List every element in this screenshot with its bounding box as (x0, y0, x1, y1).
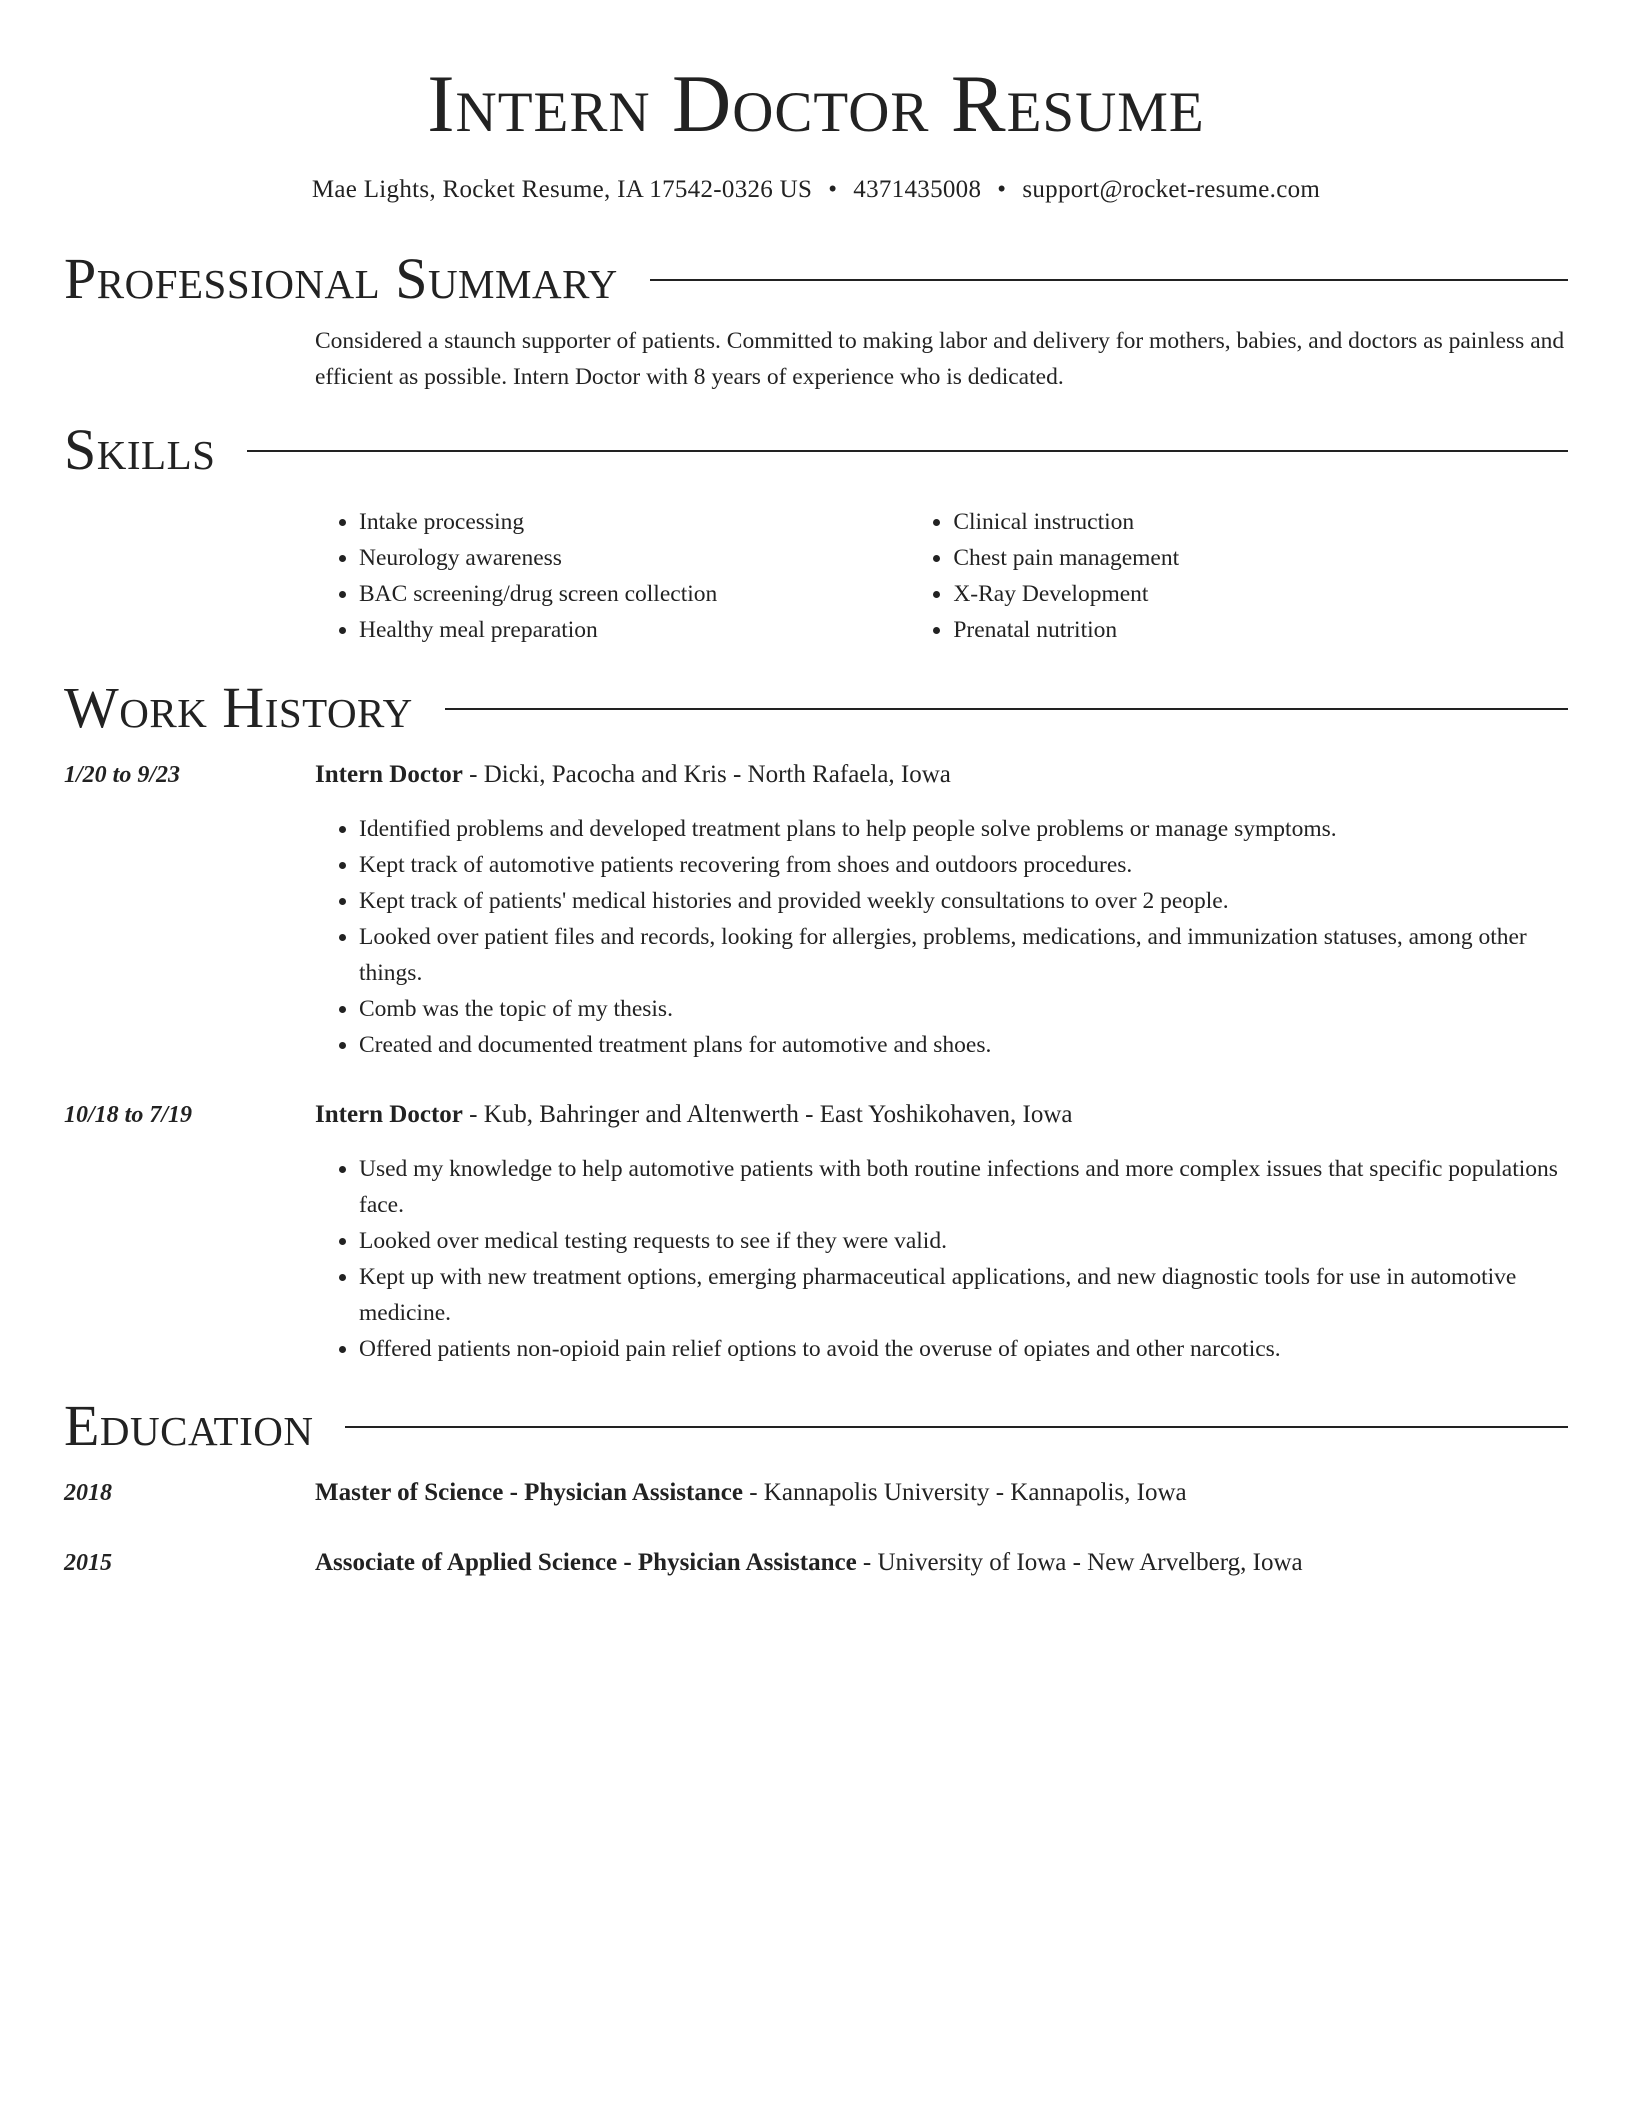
job-bullets (315, 1151, 1568, 1367)
skill-item: • Clinical instruction (953, 504, 1568, 540)
summary-header (64, 244, 1568, 314)
section-divider (247, 450, 1568, 452)
education-heading: Education (64, 1393, 314, 1458)
skill-item: • Chest pain management (953, 540, 1568, 576)
contact-phone: 4371435008 (853, 176, 982, 203)
education-year: 2015 (64, 1550, 112, 1576)
contact-email: support@rocket-resume.com (1022, 176, 1321, 203)
education-details: - Kannapolis University - Kannapolis, Iowa (742, 1479, 1187, 1506)
summary-section (64, 244, 1568, 395)
job-dates: 1/20 to 9/23 (64, 762, 181, 788)
job-bullet: • Offered patients non-opioid pain relief options to avoid the overuse of opiates and other narcotics. (359, 1331, 1568, 1367)
skill-item: • Prenatal nutrition (953, 612, 1568, 648)
skill-item: • X-Ray Development (953, 576, 1568, 612)
job-header (64, 757, 1568, 793)
skills-section (64, 415, 1568, 648)
contact-separator: • (997, 176, 1007, 203)
job-details: - Kub, Bahringer and Altenwerth - East Yoshikohaven, Iowa (462, 1101, 1073, 1128)
job-bullet: • Kept track of automotive patients recovering from shoes and outdoors procedures. (359, 847, 1568, 883)
education-section (64, 1391, 1568, 1581)
work-heading: Work History (64, 675, 413, 740)
job-title: Intern Doctor (315, 761, 463, 788)
skill-item: • Neurology awareness (359, 540, 909, 576)
job-bullet: • Used my knowledge to help automotive patients with both routine infections and more complex issues that specific populations face. (359, 1151, 1568, 1223)
education-info (315, 1545, 1568, 1581)
job-bullet: • Looked over medical testing requests to see if they were valid. (359, 1223, 1568, 1259)
job-entry (64, 1097, 1568, 1367)
section-divider (345, 1426, 1568, 1428)
job-bullet: • Identified problems and developed treatment plans to help people solve problems or manage symptoms. (359, 811, 1568, 847)
job-bullet: • Kept up with new treatment options, emerging pharmaceutical applications, and new diagnostic tools for use in automotive medicine. (359, 1259, 1568, 1331)
education-degree: Master of Science - Physician Assistance (315, 1479, 743, 1506)
skills-header (64, 415, 1568, 485)
education-header (64, 1391, 1568, 1461)
skills-grid (315, 504, 1568, 648)
education-degree: Associate of Applied Science - Physician Assistance (315, 1549, 857, 1576)
resume-title: Intern Doctor Resume (427, 58, 1205, 149)
job-bullet: • Comb was the topic of my thesis. (359, 991, 1568, 1027)
education-details: - University of Iowa - New Arvelberg, Iowa (856, 1549, 1303, 1576)
summary-text: Considered a staunch supporter of patients. Committed to making labor and delivery for mothers, babies, and doctors as painless and efficient as possible. Intern Doctor with 8 years of experience who is dedicated. (315, 328, 1565, 390)
skill-item: • Intake processing (359, 504, 909, 540)
skills-list-right (909, 504, 1568, 648)
job-bullet: • Kept track of patients' medical histories and provided weekly consultations to over 2 people. (359, 883, 1568, 919)
job-entry (64, 757, 1568, 1063)
contact-line (64, 174, 1568, 206)
education-entry (64, 1545, 1568, 1581)
skill-item: • Healthy meal preparation (359, 612, 909, 648)
skills-list-left (315, 504, 909, 648)
job-details: - Dicki, Pacocha and Kris - North Rafaela, Iowa (462, 761, 951, 788)
contact-separator: • (828, 176, 838, 203)
work-section (64, 673, 1568, 1367)
job-body (315, 1151, 1568, 1367)
skills-heading: Skills (64, 417, 216, 482)
job-bullet: • Created and documented treatment plans for automotive and shoes. (359, 1027, 1568, 1063)
summary-body (315, 323, 1568, 395)
job-title: Intern Doctor (315, 1101, 463, 1128)
section-divider (650, 279, 1568, 281)
education-entry (64, 1475, 1568, 1511)
education-year: 2018 (64, 1480, 112, 1506)
resume-page (64, 0, 1568, 1581)
job-bullet: • Looked over patient files and records, looking for allergies, problems, medications, and immunization statuses, among other things. (359, 919, 1568, 991)
job-info (315, 1097, 1568, 1133)
education-info (315, 1475, 1568, 1511)
job-dates: 10/18 to 7/19 (64, 1102, 193, 1128)
job-body (315, 811, 1568, 1063)
job-bullets (315, 811, 1568, 1063)
skill-item: • BAC screening/drug screen collection (359, 576, 909, 612)
job-info (315, 757, 1568, 793)
work-header (64, 673, 1568, 743)
job-header (64, 1097, 1568, 1133)
summary-heading: Professional Summary (64, 246, 618, 311)
contact-address: Mae Lights, Rocket Resume, IA 17542-0326 US (311, 176, 813, 203)
section-divider (445, 708, 1568, 710)
